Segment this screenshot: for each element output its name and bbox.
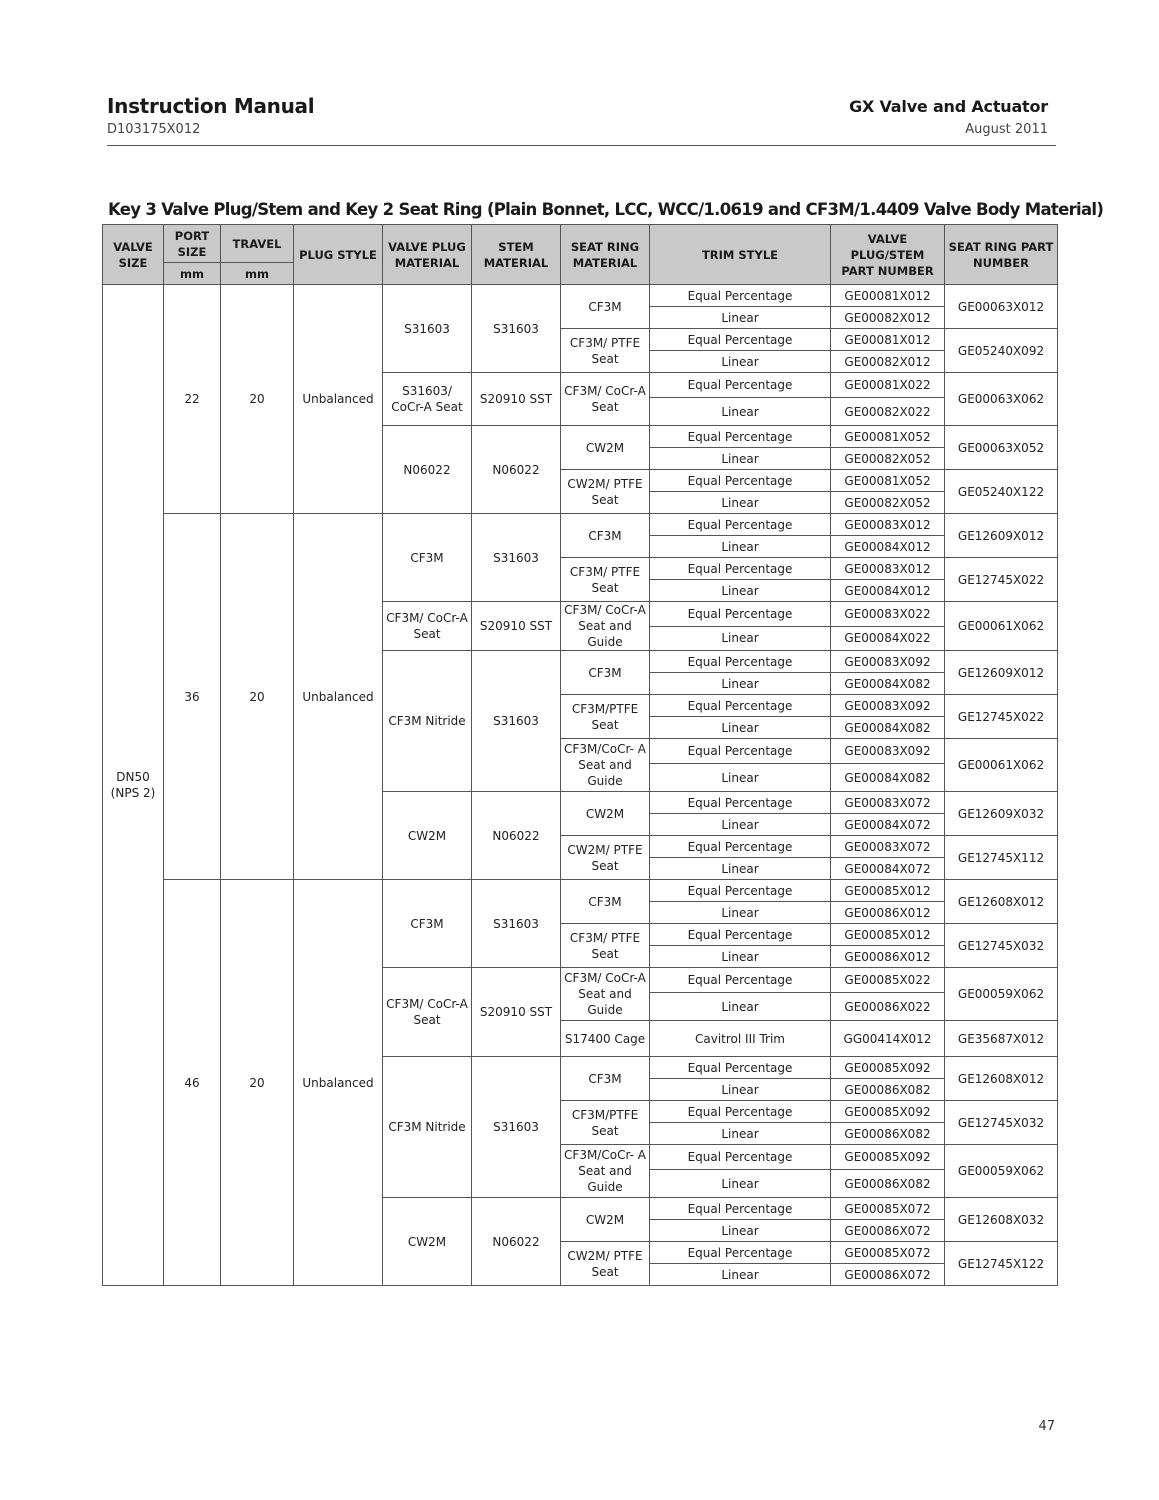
seat-ring-material-cell: CF3M/CoCr- A Seat and Guide	[561, 739, 650, 792]
trim-style-cell: Equal Percentage	[650, 1145, 831, 1170]
trim-style-cell: Linear	[650, 946, 831, 968]
seat-ring-material-cell: CF3M	[561, 285, 650, 329]
col-plug-style: PLUG STYLE	[294, 225, 383, 285]
seat-ring-material-cell: CW2M	[561, 1198, 650, 1242]
plug-stem-part-cell: GE00083X022	[831, 602, 945, 627]
plug-stem-part-cell: GE00082X052	[831, 448, 945, 470]
table-row	[103, 880, 1058, 902]
valve-plug-material-cell: CF3M/ CoCr-A Seat	[383, 968, 472, 1057]
trim-style-cell: Equal Percentage	[650, 514, 831, 536]
manual-title: Instruction Manual	[107, 94, 315, 118]
plug-style-cell: Unbalanced	[294, 880, 383, 1286]
port-size-cell: 36	[164, 514, 221, 880]
seat-ring-part-cell: GE12609X032	[945, 792, 1058, 836]
valve-plug-material-cell: CF3M	[383, 880, 472, 968]
trim-style-cell: Linear	[650, 448, 831, 470]
plug-stem-part-cell: GE00085X092	[831, 1145, 945, 1170]
stem-material-cell: S31603	[472, 651, 561, 792]
plug-stem-part-cell: GE00083X012	[831, 558, 945, 580]
plug-stem-part-cell: GE00084X012	[831, 580, 945, 602]
plug-stem-part-cell: GE00083X092	[831, 739, 945, 764]
trim-style-cell: Linear	[650, 993, 831, 1021]
stem-material-cell: S20910 SST	[472, 602, 561, 651]
valve-plug-material-cell: CF3M Nitride	[383, 1057, 472, 1198]
stem-material-cell: S31603	[472, 514, 561, 602]
plug-stem-part-cell: GG00414X012	[831, 1021, 945, 1057]
plug-stem-part-cell: GE00086X072	[831, 1264, 945, 1286]
table-row	[103, 285, 1058, 307]
col-port-size: PORT SIZE	[164, 225, 221, 263]
plug-stem-part-cell: GE00083X072	[831, 792, 945, 814]
seat-ring-material-cell: CF3M/ PTFE Seat	[561, 329, 650, 373]
plug-stem-part-cell: GE00086X082	[831, 1123, 945, 1145]
plug-stem-part-cell: GE00086X082	[831, 1079, 945, 1101]
plug-stem-part-cell: GE00084X082	[831, 764, 945, 792]
seat-ring-material-cell: CF3M/ CoCr-A Seat and Guide	[561, 602, 650, 651]
valve-plug-material-cell: S31603/ CoCr-A Seat	[383, 373, 472, 426]
parts-table	[102, 224, 1058, 1286]
col-stem-material: STEM MATERIAL	[472, 225, 561, 285]
port-size-cell: 46	[164, 880, 221, 1286]
seat-ring-part-cell: GE00063X062	[945, 373, 1058, 426]
plug-style-cell: Unbalanced	[294, 285, 383, 514]
stem-material-cell: N06022	[472, 426, 561, 514]
seat-ring-material-cell: CW2M	[561, 426, 650, 470]
valve-size-cell: DN50 (NPS 2)	[103, 285, 164, 1286]
trim-style-cell: Linear	[650, 1220, 831, 1242]
col-port-unit: mm	[164, 263, 221, 285]
seat-ring-material-cell: CW2M/ PTFE Seat	[561, 470, 650, 514]
stem-material-cell: S31603	[472, 1057, 561, 1198]
seat-ring-material-cell: CW2M	[561, 792, 650, 836]
valve-plug-material-cell: CF3M/ CoCr-A Seat	[383, 602, 472, 651]
trim-style-cell: Equal Percentage	[650, 558, 831, 580]
col-seat-ring-part: SEAT RING PART NUMBER	[945, 225, 1058, 285]
plug-stem-part-cell: GE00086X012	[831, 902, 945, 924]
plug-stem-part-cell: GE00084X082	[831, 673, 945, 695]
valve-plug-material-cell: CF3M Nitride	[383, 651, 472, 792]
col-plug-stem-part: VALVE PLUG/STEM PART NUMBER	[831, 225, 945, 285]
seat-ring-material-cell: S17400 Cage	[561, 1021, 650, 1057]
trim-style-cell: Equal Percentage	[650, 968, 831, 993]
trim-style-cell: Linear	[650, 307, 831, 329]
seat-ring-material-cell: CF3M/ PTFE Seat	[561, 558, 650, 602]
port-size-cell: 22	[164, 285, 221, 514]
trim-style-cell: Equal Percentage	[650, 836, 831, 858]
col-seat-ring-material: SEAT RING MATERIAL	[561, 225, 650, 285]
seat-ring-part-cell: GE05240X122	[945, 470, 1058, 514]
seat-ring-part-cell: GE05240X092	[945, 329, 1058, 373]
plug-stem-part-cell: GE00082X012	[831, 307, 945, 329]
trim-style-cell: Equal Percentage	[650, 602, 831, 627]
stem-material-cell: S31603	[472, 285, 561, 373]
table-header	[103, 225, 1058, 285]
trim-style-cell: Equal Percentage	[650, 373, 831, 398]
trim-style-cell: Equal Percentage	[650, 880, 831, 902]
trim-style-cell: Linear	[650, 814, 831, 836]
valve-plug-material-cell: S31603	[383, 285, 472, 373]
seat-ring-part-cell: GE12609X012	[945, 651, 1058, 695]
plug-stem-part-cell: GE00081X012	[831, 285, 945, 307]
table-title: Key 3 Valve Plug/Stem and Key 2 Seat Ring (Plain Bonnet, LCC, WCC/1.0619 and CF3M/1.4409 Valve Body Material)	[108, 200, 1104, 219]
seat-ring-material-cell: CF3M/PTFE Seat	[561, 1101, 650, 1145]
seat-ring-material-cell: CF3M/CoCr- A Seat and Guide	[561, 1145, 650, 1198]
seat-ring-material-cell: CF3M	[561, 880, 650, 924]
plug-stem-part-cell: GE00085X072	[831, 1198, 945, 1220]
trim-style-cell: Linear	[650, 673, 831, 695]
trim-style-cell: Linear	[650, 717, 831, 739]
plug-stem-part-cell: GE00083X092	[831, 651, 945, 673]
trim-style-cell: Equal Percentage	[650, 651, 831, 673]
seat-ring-material-cell: CF3M/PTFE Seat	[561, 695, 650, 739]
plug-stem-part-cell: GE00085X012	[831, 880, 945, 902]
seat-ring-part-cell: GE12608X012	[945, 1057, 1058, 1101]
trim-style-cell: Linear	[650, 398, 831, 426]
seat-ring-material-cell: CF3M/ CoCr-A Seat and Guide	[561, 968, 650, 1021]
trim-style-cell: Linear	[650, 902, 831, 924]
plug-stem-part-cell: GE00082X022	[831, 398, 945, 426]
valve-plug-material-cell: N06022	[383, 426, 472, 514]
plug-stem-part-cell: GE00083X012	[831, 514, 945, 536]
trim-style-cell: Equal Percentage	[650, 470, 831, 492]
plug-stem-part-cell: GE00086X072	[831, 1220, 945, 1242]
seat-ring-part-cell: GE12609X012	[945, 514, 1058, 558]
seat-ring-part-cell: GE00059X062	[945, 1145, 1058, 1198]
plug-stem-part-cell: GE00084X022	[831, 626, 945, 651]
col-valve-plug-material: VALVE PLUG MATERIAL	[383, 225, 472, 285]
seat-ring-part-cell: GE35687X012	[945, 1021, 1058, 1057]
page-number: 47	[1038, 1419, 1055, 1434]
seat-ring-part-cell: GE00061X062	[945, 602, 1058, 651]
plug-stem-part-cell: GE00083X092	[831, 695, 945, 717]
seat-ring-material-cell: CW2M/ PTFE Seat	[561, 836, 650, 880]
stem-material-cell: N06022	[472, 792, 561, 880]
trim-style-cell: Linear	[650, 1079, 831, 1101]
plug-stem-part-cell: GE00084X082	[831, 717, 945, 739]
seat-ring-part-cell: GE00063X012	[945, 285, 1058, 329]
trim-style-cell: Equal Percentage	[650, 792, 831, 814]
seat-ring-part-cell: GE12745X032	[945, 924, 1058, 968]
seat-ring-material-cell: CF3M	[561, 514, 650, 558]
trim-style-cell: Linear	[650, 858, 831, 880]
plug-stem-part-cell: GE00081X052	[831, 426, 945, 448]
plug-stem-part-cell: GE00085X022	[831, 968, 945, 993]
seat-ring-material-cell: CF3M/ CoCr-A Seat	[561, 373, 650, 426]
seat-ring-part-cell: GE12745X032	[945, 1101, 1058, 1145]
seat-ring-part-cell: GE12745X112	[945, 836, 1058, 880]
plug-stem-part-cell: GE00086X022	[831, 993, 945, 1021]
stem-material-cell: S31603	[472, 880, 561, 968]
seat-ring-part-cell: GE12745X022	[945, 558, 1058, 602]
plug-stem-part-cell: GE00084X072	[831, 814, 945, 836]
seat-ring-part-cell: GE00063X052	[945, 426, 1058, 470]
trim-style-cell: Linear	[650, 351, 831, 373]
table-row	[103, 514, 1058, 536]
header-divider	[107, 145, 1056, 146]
trim-style-cell: Equal Percentage	[650, 1242, 831, 1264]
product-name: GX Valve and Actuator	[849, 97, 1048, 116]
plug-stem-part-cell: GE00085X092	[831, 1057, 945, 1079]
seat-ring-part-cell: GE12745X122	[945, 1242, 1058, 1286]
publication-date: August 2011	[965, 122, 1048, 137]
trim-style-cell: Linear	[650, 764, 831, 792]
travel-cell: 20	[221, 880, 294, 1286]
trim-style-cell: Linear	[650, 536, 831, 558]
document-number: D103175X012	[107, 122, 201, 137]
trim-style-cell: Linear	[650, 626, 831, 651]
trim-style-cell: Equal Percentage	[650, 924, 831, 946]
plug-stem-part-cell: GE00085X012	[831, 924, 945, 946]
col-travel-unit: mm	[221, 263, 294, 285]
plug-stem-part-cell: GE00086X012	[831, 946, 945, 968]
plug-stem-part-cell: GE00085X072	[831, 1242, 945, 1264]
plug-stem-part-cell: GE00085X092	[831, 1101, 945, 1123]
plug-style-cell: Unbalanced	[294, 514, 383, 880]
trim-style-cell: Equal Percentage	[650, 1057, 831, 1079]
plug-stem-part-cell: GE00086X082	[831, 1170, 945, 1198]
col-trim-style: TRIM STYLE	[650, 225, 831, 285]
plug-stem-part-cell: GE00081X022	[831, 373, 945, 398]
trim-style-cell: Equal Percentage	[650, 695, 831, 717]
trim-style-cell: Equal Percentage	[650, 1101, 831, 1123]
seat-ring-material-cell: CF3M/ PTFE Seat	[561, 924, 650, 968]
plug-stem-part-cell: GE00083X072	[831, 836, 945, 858]
travel-cell: 20	[221, 514, 294, 880]
table-body	[103, 285, 1058, 1286]
valve-plug-material-cell: CF3M	[383, 514, 472, 602]
plug-stem-part-cell: GE00082X012	[831, 351, 945, 373]
valve-plug-material-cell: CW2M	[383, 1198, 472, 1286]
plug-stem-part-cell: GE00081X012	[831, 329, 945, 351]
plug-stem-part-cell: GE00081X052	[831, 470, 945, 492]
seat-ring-material-cell: CW2M/ PTFE Seat	[561, 1242, 650, 1286]
seat-ring-part-cell: GE12608X032	[945, 1198, 1058, 1242]
trim-style-cell: Linear	[650, 1123, 831, 1145]
trim-style-cell: Linear	[650, 1264, 831, 1286]
plug-stem-part-cell: GE00084X012	[831, 536, 945, 558]
trim-style-cell: Cavitrol III Trim	[650, 1021, 831, 1057]
travel-cell: 20	[221, 285, 294, 514]
trim-style-cell: Linear	[650, 492, 831, 514]
trim-style-cell: Equal Percentage	[650, 426, 831, 448]
trim-style-cell: Equal Percentage	[650, 1198, 831, 1220]
trim-style-cell: Equal Percentage	[650, 739, 831, 764]
stem-material-cell: S20910 SST	[472, 373, 561, 426]
seat-ring-part-cell: GE12608X012	[945, 880, 1058, 924]
col-valve-size: VALVE SIZE	[103, 225, 164, 285]
stem-material-cell: N06022	[472, 1198, 561, 1286]
stem-material-cell: S20910 SST	[472, 968, 561, 1057]
seat-ring-part-cell: GE00061X062	[945, 739, 1058, 792]
valve-plug-material-cell: CW2M	[383, 792, 472, 880]
trim-style-cell: Linear	[650, 1170, 831, 1198]
trim-style-cell: Linear	[650, 580, 831, 602]
seat-ring-part-cell: GE12745X022	[945, 695, 1058, 739]
plug-stem-part-cell: GE00082X052	[831, 492, 945, 514]
seat-ring-material-cell: CF3M	[561, 651, 650, 695]
seat-ring-material-cell: CF3M	[561, 1057, 650, 1101]
trim-style-cell: Equal Percentage	[650, 285, 831, 307]
col-travel: TRAVEL	[221, 225, 294, 263]
seat-ring-part-cell: GE00059X062	[945, 968, 1058, 1021]
trim-style-cell: Equal Percentage	[650, 329, 831, 351]
plug-stem-part-cell: GE00084X072	[831, 858, 945, 880]
